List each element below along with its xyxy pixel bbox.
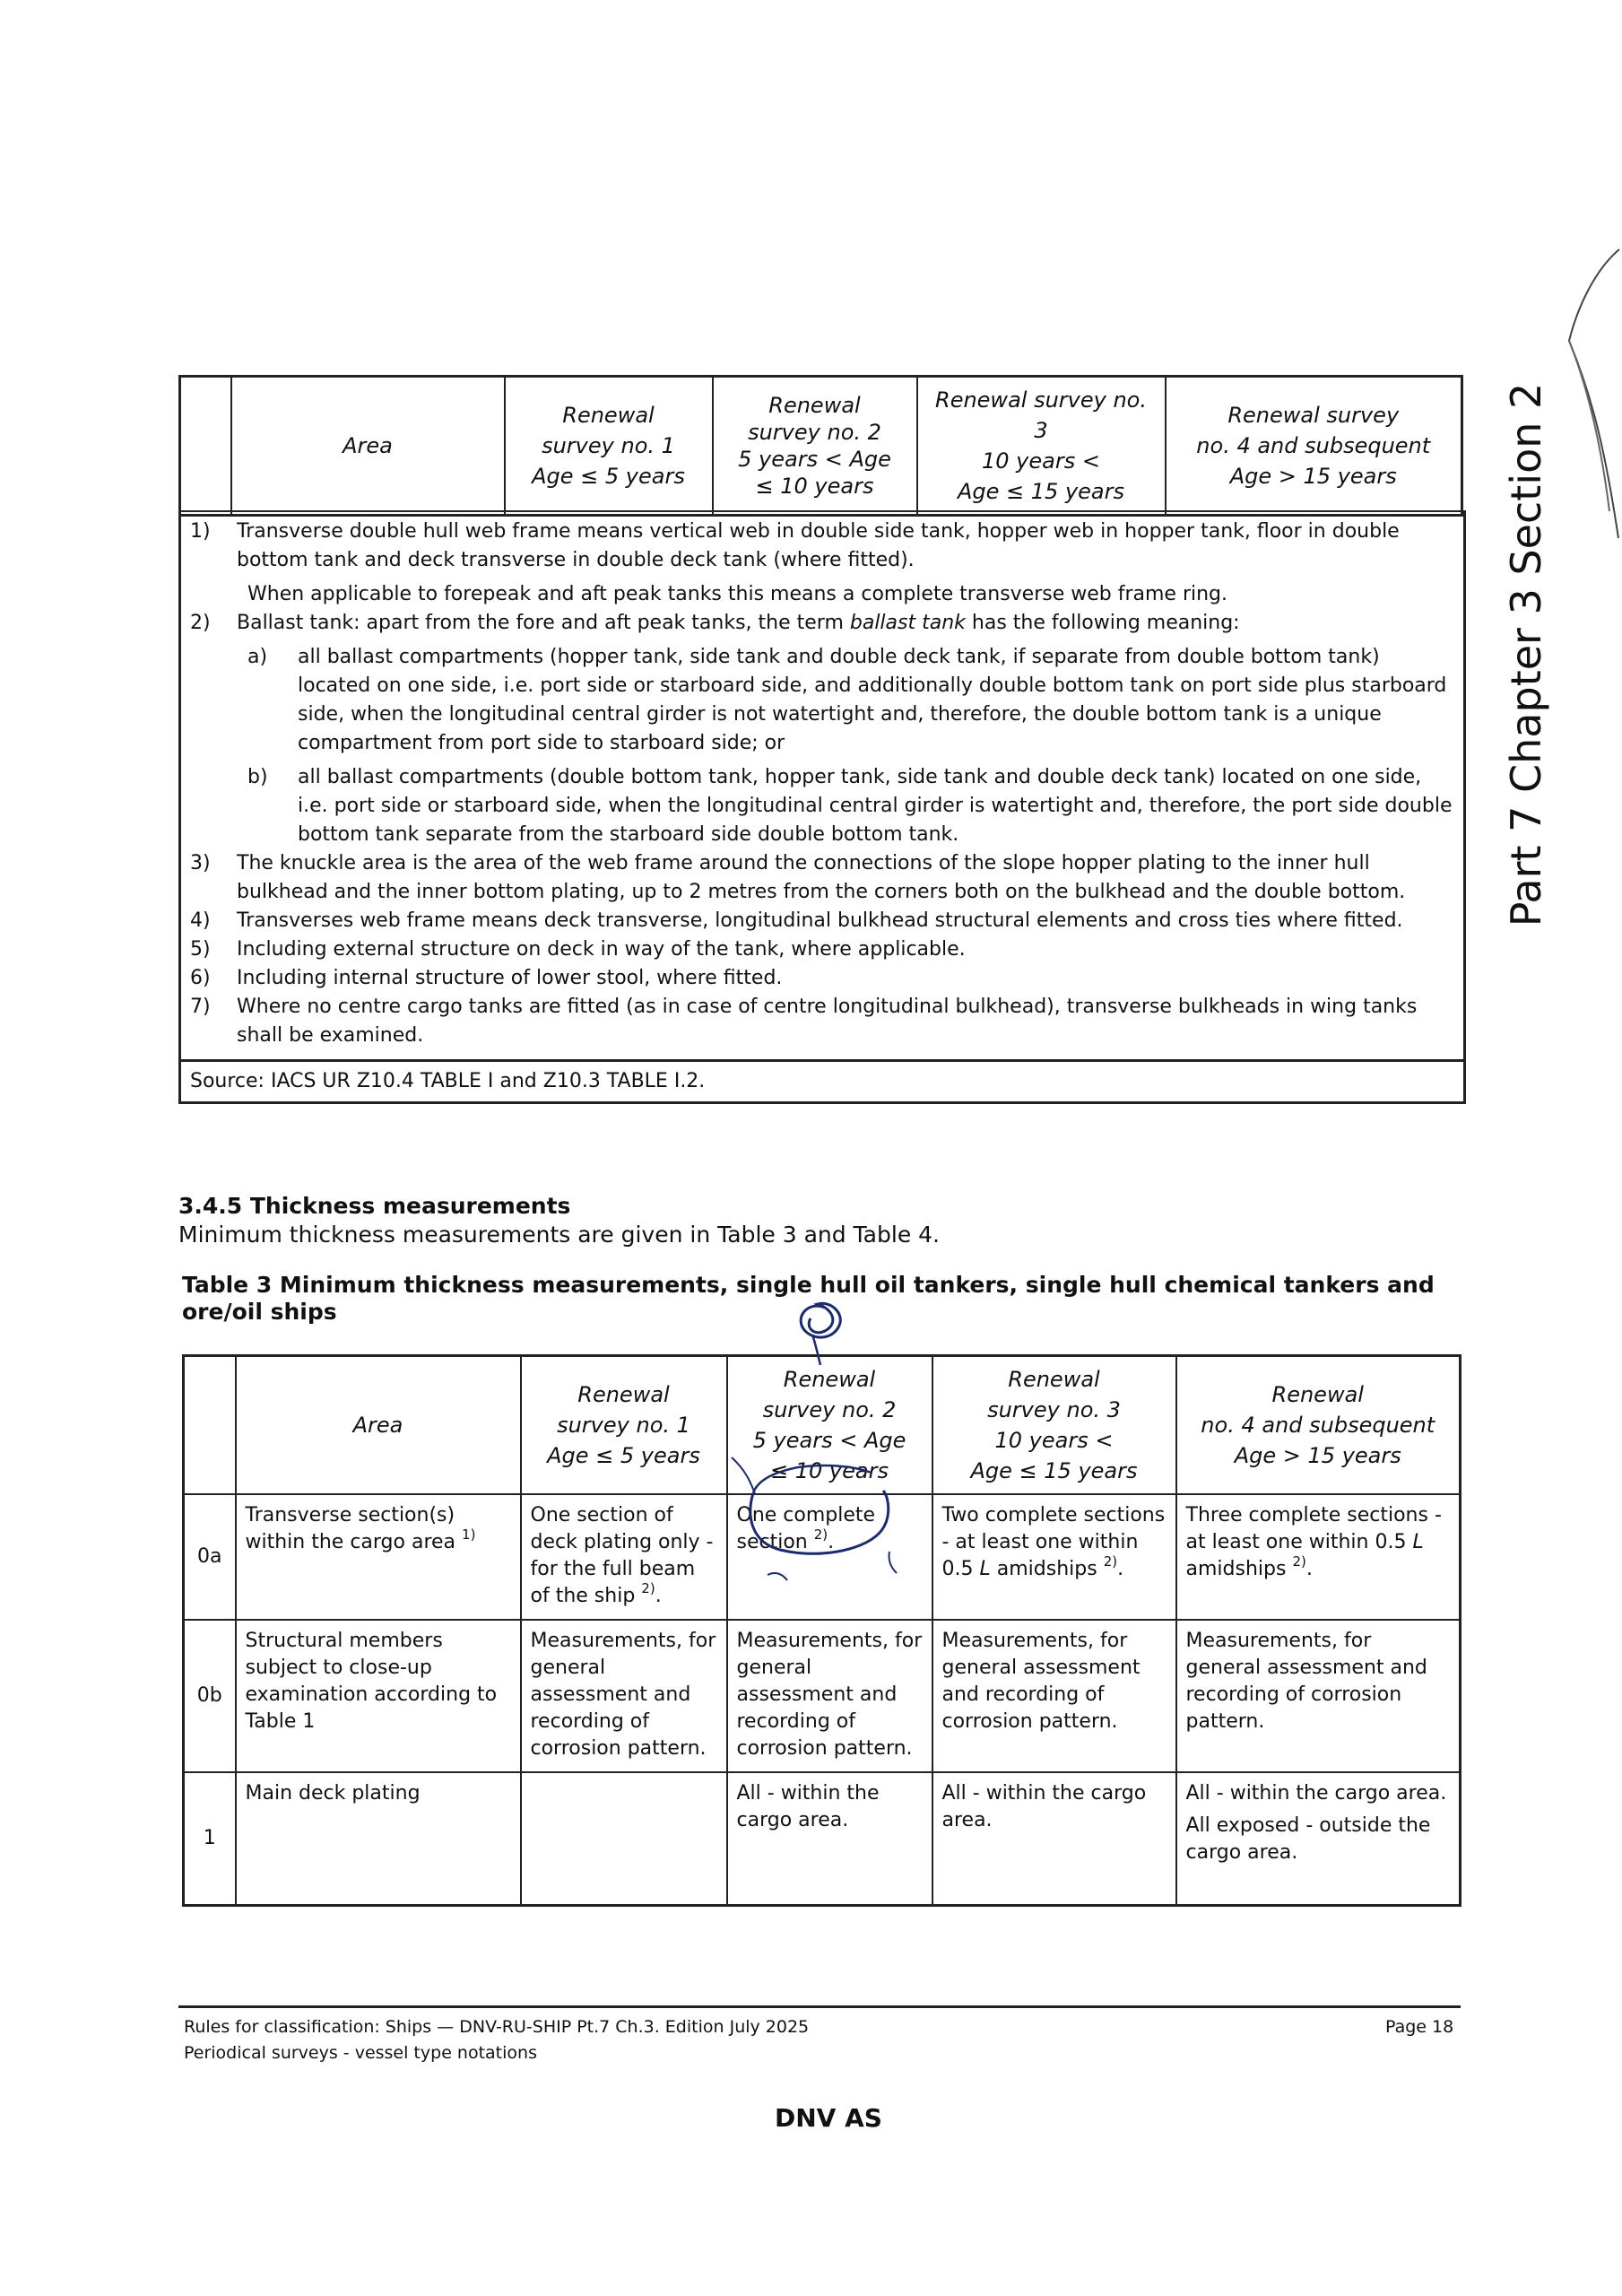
note-text: The knuckle area is the area of the web frame around the connections of the slope hopper plating to the inner hull bulkhead and the inner bottom plating, up to 2 metres from the corners both on the bulkhead and the double bottom. <box>237 852 1406 903</box>
note-number: 2) <box>190 612 211 634</box>
header-line: ≤ 10 years <box>770 1458 889 1483</box>
note-number: 5) <box>190 938 211 961</box>
note-number: 7) <box>190 996 211 1018</box>
note-6 <box>190 964 1454 993</box>
cell-area: Main deck plating <box>236 1772 521 1905</box>
side-heading-text: Part 7 Chapter 3 Section 2 <box>1502 382 1550 927</box>
header-line: 5 years < Age <box>752 1428 906 1453</box>
cell-text: All - within the cargo area. <box>1185 1782 1447 1805</box>
header-line: no. 4 and subsequent <box>1196 433 1431 458</box>
table-row-0b <box>184 1620 1461 1772</box>
cell-text: One section of deck plating only - for the full beam of the ship <box>530 1504 714 1607</box>
note-italic-term: ballast tank <box>849 612 966 634</box>
footnote-ref: 2) <box>641 1579 655 1596</box>
header-line: Renewal <box>783 1367 876 1392</box>
header-survey-1 <box>521 1356 727 1495</box>
footnote-ref: 1) <box>462 1526 476 1543</box>
header-line: Renewal <box>1008 1367 1100 1392</box>
cell-survey-3: Two complete sections - at least one within 0.5 L amidships $^{2)}$. <box>932 1494 1176 1620</box>
company-name: DNV AS <box>775 2103 882 2133</box>
row-number: 0a <box>184 1494 236 1620</box>
note-text-part: Ballast tank: apart from the fore and aft peak tanks, the term <box>237 612 850 634</box>
row-number: 0b <box>184 1620 236 1772</box>
header-line: ≤ 10 years <box>755 474 874 499</box>
header-survey-3 <box>932 1356 1176 1495</box>
note-2 <box>190 609 1454 638</box>
header-line: Age ≤ 15 years <box>970 1458 1138 1483</box>
cell-italic: L <box>979 1558 991 1580</box>
header-line: survey no. 1 <box>542 433 675 458</box>
note-4 <box>190 907 1454 935</box>
table-notes <box>178 510 1466 1104</box>
subnote-text: all ballast compartments (hopper tank, side tank and double deck tank, if separate from double bottom tank) located on one side, i.e. port side or starboard side, and additionally double bottom tank on port side plus starboard side, when the longitudinal central girder is not watertight and, therefore, the double bottom tank is a unique compartment from port side to starboard side; or <box>298 646 1447 754</box>
note-5 <box>190 935 1454 964</box>
cell-survey-4: Three complete sections - at least one within 0.5 L amidships $^{2)}$. <box>1176 1494 1461 1620</box>
header-line: Age > 15 years <box>1229 464 1397 489</box>
cell-survey-4 <box>1176 1772 1461 1905</box>
header-line: survey no. 3 <box>987 1397 1121 1422</box>
header-survey-4 <box>1166 377 1462 516</box>
row-number: 1 <box>184 1772 236 1905</box>
cell-survey-3: Measurements, for general assessment and recording of corrosion pattern. <box>932 1620 1176 1772</box>
header-survey-2 <box>713 377 917 516</box>
header-area-text: Area <box>352 1413 403 1438</box>
pen-annotation <box>699 1292 932 1587</box>
header-line: Age ≤ 5 years <box>532 464 685 489</box>
header-line: Renewal <box>768 393 861 418</box>
subnote-a <box>247 643 1454 758</box>
cell-text: Transverse section(s) within the cargo area <box>245 1504 456 1553</box>
note-text <box>237 609 1454 638</box>
cell-survey-1: One section of deck plating only - for the full beam of the ship $^{2)}$. <box>521 1494 727 1620</box>
cell-survey-4: Measurements, for general assessment and recording of corrosion pattern. <box>1176 1620 1461 1772</box>
subnote-text: all ballast compartments (double bottom tank, hopper tank, side tank and double deck tank) located on one side, i.e. port side or starboard side, when the longitudinal central girder is watertight and, therefore, the port side double bottom tank separate from the starboard side double bottom tank. <box>298 766 1453 846</box>
header-survey-4 <box>1176 1356 1461 1495</box>
header-line: Renewal <box>562 403 655 428</box>
note-1 <box>190 517 1454 575</box>
header-line: Renewal <box>1271 1382 1364 1407</box>
margin-scribble <box>1542 242 1622 547</box>
note-text: Including external structure on deck in way of the tank, where applicable. <box>237 938 966 961</box>
cell-italic: L <box>1412 1531 1424 1553</box>
table-3-title: Table 3 Minimum thickness measurements, single hull oil tankers, single hull chemical tankers and ore/oil ships <box>182 1272 1435 1325</box>
header-line: 5 years < Age <box>738 447 891 472</box>
header-line: Age ≤ 5 years <box>547 1443 700 1468</box>
header-survey-1 <box>505 377 713 516</box>
note-text-part: has the following meaning: <box>965 612 1240 634</box>
note-3 <box>190 849 1454 907</box>
footnote-ref: 2) <box>813 1526 828 1543</box>
header-line: no. 4 and subsequent <box>1201 1413 1436 1438</box>
subnote-b <box>247 763 1454 849</box>
cell-survey-1 <box>521 1772 727 1905</box>
footer-subtitle: Periodical surveys - vessel type notations <box>184 2043 537 2063</box>
header-survey-3 <box>917 377 1166 516</box>
top-table-header <box>178 375 1463 517</box>
section-heading: 3.4.5 Thickness measurements <box>178 1193 571 1219</box>
cell-area: Structural members subject to close-up examination according to Table 1 <box>236 1620 521 1772</box>
cell-text: One complete section <box>736 1504 876 1553</box>
footer-rule <box>178 2005 1461 2008</box>
table-source: Source: IACS UR Z10.4 TABLE I and Z10.3 TABLE I.2. <box>181 1059 1463 1101</box>
header-line: Renewal survey <box>1227 403 1400 428</box>
page-number: Page 18 <box>1385 2017 1454 2037</box>
header-line: Age ≤ 15 years <box>958 479 1124 504</box>
note-text: Including internal structure of lower stool, where fitted. <box>237 967 783 989</box>
note-number: 3) <box>190 852 211 874</box>
cell-text: amidships <box>1185 1558 1287 1580</box>
cell-text: Three complete sections - at least one within 0.5 <box>1185 1504 1442 1553</box>
cell-text: All exposed - outside the cargo area. <box>1185 1814 1431 1864</box>
header-line: Age > 15 years <box>1234 1443 1401 1468</box>
footnote-ref: 2) <box>1292 1552 1306 1570</box>
note-1-extra: When applicable to forepeak and aft peak tanks this means a complete transverse web frame ring. <box>247 583 1228 605</box>
note-text: Transverses web frame means deck transverse, longitudinal bulkhead structural elements and cross ties where fitted. <box>237 909 1403 932</box>
header-line: Renewal <box>577 1382 670 1407</box>
header-line: survey no. 2 <box>748 420 881 445</box>
header-line: survey no. 2 <box>762 1397 897 1422</box>
header-num-cell <box>180 377 231 516</box>
note-text: Where no centre cargo tanks are fitted (as in case of centre longitudinal bulkhead), transverse bulkheads in wing tanks shall be examined. <box>237 996 1418 1047</box>
header-area-text: Area <box>343 433 393 458</box>
header-line: 10 years < <box>994 1428 1114 1453</box>
cell-text: amidships <box>990 1558 1097 1580</box>
footer-rule-title: Rules for classification: Ships — DNV-RU-SHIP Pt.7 Ch.3. Edition July 2025 <box>184 2017 810 2037</box>
cell-survey-2: Measurements, for general assessment and recording of corrosion pattern. <box>727 1620 932 1772</box>
section-intro: Minimum thickness measurements are given in Table 3 and Table 4. <box>178 1222 940 1248</box>
header-area <box>236 1356 521 1495</box>
cell-survey-2: One complete section $^{2)}$. <box>727 1494 932 1620</box>
cell-text: Two complete sections - at least one within 0.5 <box>941 1504 1166 1580</box>
footnote-ref: 2) <box>1103 1552 1118 1570</box>
note-text: Transverse double hull web frame means vertical web in double side tank, hopper web in hopper tank, floor in double bottom tank and deck transverse in double deck tank (where fitted). <box>237 520 1400 571</box>
header-area <box>231 377 505 516</box>
note-number: 1) <box>190 520 211 543</box>
header-line: survey no. 1 <box>557 1413 690 1438</box>
header-num-cell <box>184 1356 236 1495</box>
cell-survey-1: Measurements, for general assessment and recording of corrosion pattern. <box>521 1620 727 1772</box>
subnote-number: a) <box>247 646 268 668</box>
cell-survey-3: All - within the cargo area. <box>932 1772 1176 1905</box>
header-line: 10 years < <box>982 448 1100 474</box>
header-line: Renewal survey no. 3 <box>935 387 1147 443</box>
note-7 <box>190 993 1454 1050</box>
cell-survey-2: All - within the cargo area. <box>727 1772 932 1905</box>
note-number: 6) <box>190 967 211 989</box>
cell-area <box>236 1494 521 1620</box>
subnote-number: b) <box>247 766 268 788</box>
table-row-1 <box>184 1772 1461 1905</box>
note-number: 4) <box>190 909 211 932</box>
